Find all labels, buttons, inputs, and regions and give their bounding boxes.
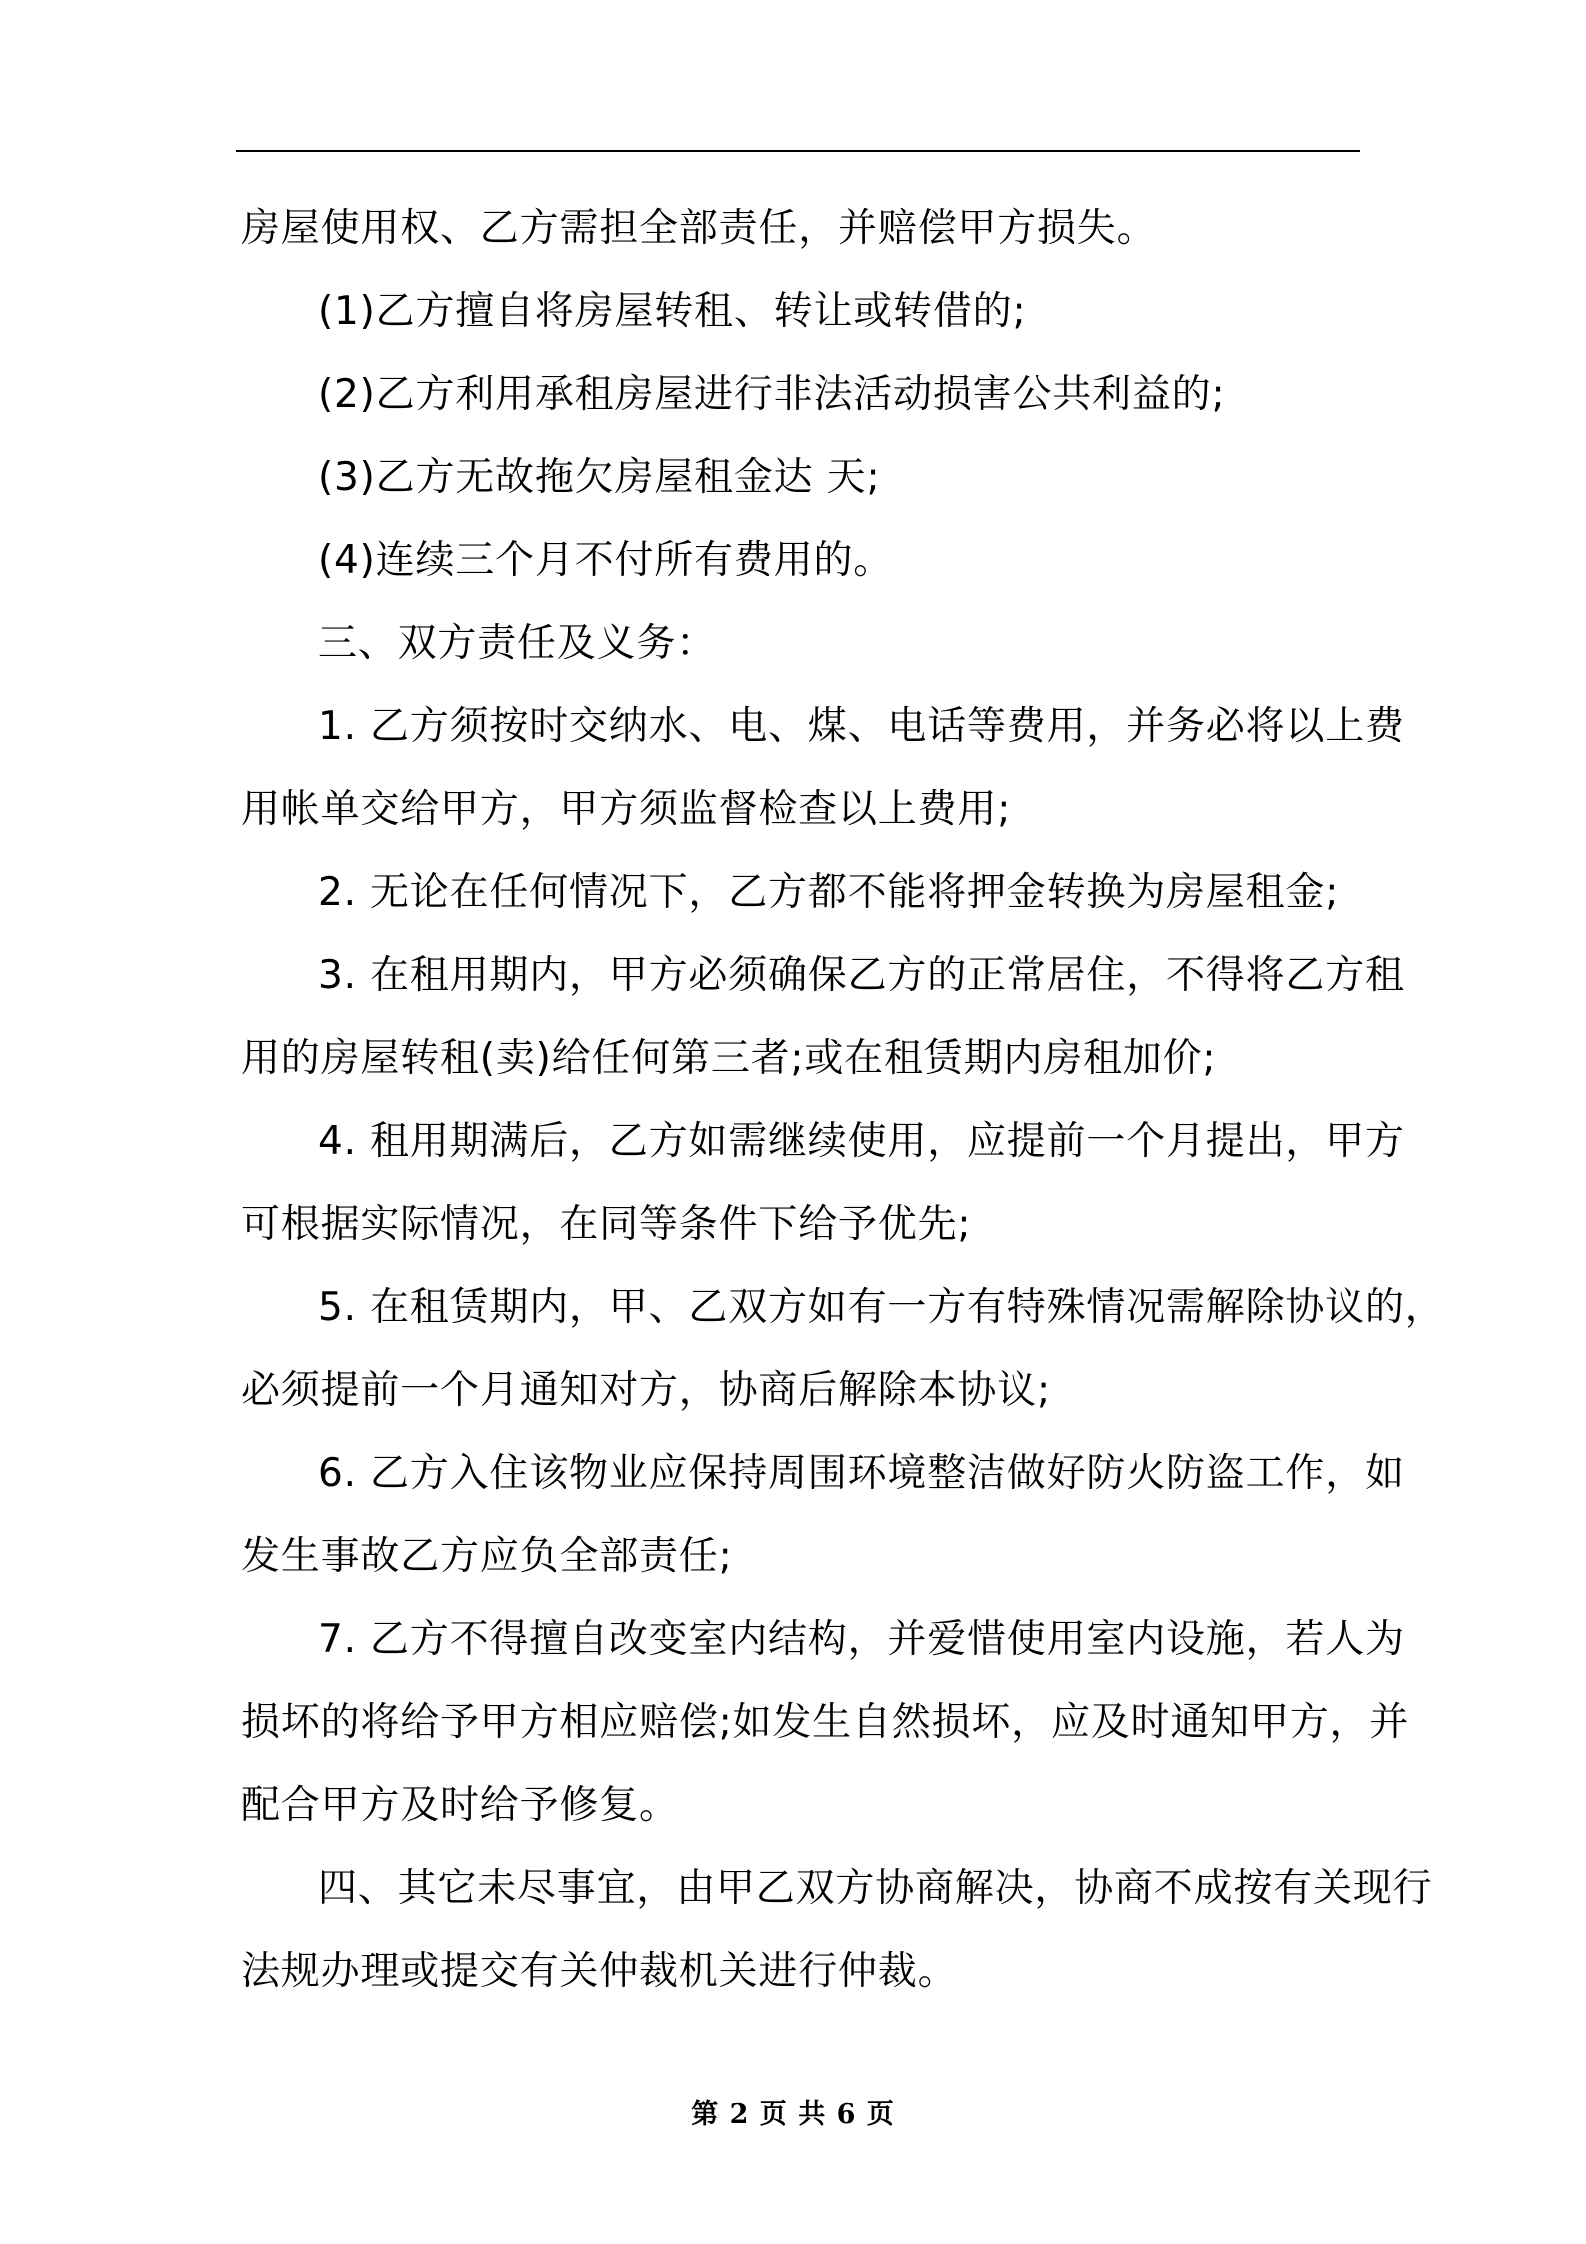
- paragraph-line: 7. 乙方不得擅自改变室内结构，并爱惜使用室内设施，若人为: [318, 1617, 1405, 1662]
- paragraph-line: (4)连续三个月不付所有费用的。: [318, 538, 894, 583]
- paragraph-line: (3)乙方无故拖欠房屋租金达 天;: [318, 455, 881, 500]
- paragraph-line: 用的房屋转租(卖)给任何第三者;或在租赁期内房租加价;: [241, 1036, 1217, 1081]
- page-number-footer: 第 2 页 共 6 页: [691, 2099, 895, 2130]
- paragraph-line: (2)乙方利用承租房屋进行非法活动损害公共利益的;: [318, 372, 1226, 417]
- paragraph-line: 可根据实际情况，在同等条件下给予优先;: [241, 1202, 972, 1247]
- header-rule: [236, 150, 1360, 152]
- section-heading: 三、双方责任及义务：: [318, 621, 717, 666]
- paragraph-line: 用帐单交给甲方，甲方须监督检查以上费用;: [241, 787, 1012, 832]
- paragraph-line: 1. 乙方须按时交纳水、电、煤、电话等费用，并务必将以上费: [318, 704, 1405, 749]
- paragraph-line: 配合甲方及时给予修复。: [241, 1783, 679, 1828]
- paragraph-line: 发生事故乙方应负全部责任;: [241, 1534, 733, 1579]
- paragraph-line: 必须提前一个月通知对方，协商后解除本协议;: [241, 1368, 1051, 1413]
- paragraph-line: 5. 在租赁期内，甲、乙双方如有一方有特殊情况需解除协议的，: [318, 1285, 1445, 1330]
- paragraph-line: 四、其它未尽事宜，由甲乙双方协商解决，协商不成按有关现行: [318, 1866, 1433, 1911]
- paragraph-line: 损坏的将给予甲方相应赔偿;如发生自然损坏，应及时通知甲方，并: [241, 1700, 1410, 1745]
- paragraph-line: 法规办理或提交有关仲裁机关进行仲裁。: [241, 1949, 958, 1994]
- paragraph-line: 6. 乙方入住该物业应保持周围环境整洁做好防火防盗工作，如: [318, 1451, 1405, 1496]
- paragraph-line: 房屋使用权、乙方需担全部责任，并赔偿甲方损失。: [241, 206, 1157, 251]
- paragraph-line: 4. 租用期满后，乙方如需继续使用，应提前一个月提出，甲方: [318, 1119, 1405, 1164]
- paragraph-line: 2. 无论在任何情况下，乙方都不能将押金转换为房屋租金;: [318, 870, 1340, 915]
- paragraph-line: 3. 在租用期内，甲方必须确保乙方的正常居住，不得将乙方租: [318, 953, 1405, 998]
- paragraph-line: (1)乙方擅自将房屋转租、转让或转借的;: [318, 289, 1027, 334]
